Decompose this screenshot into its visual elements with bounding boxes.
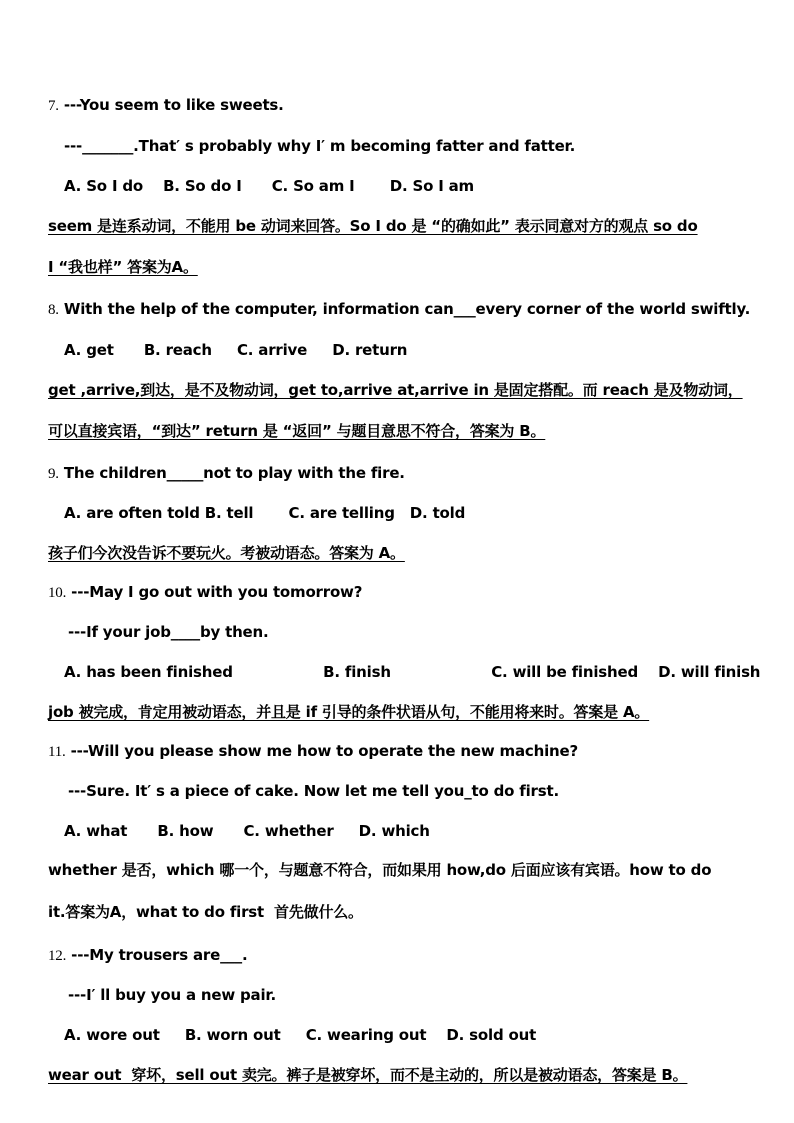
question-8-explanation-line-2: 可以直接宾语，“到达” return 是 “返回” 与题目意思不符合，答案为 B。 <box>48 422 546 440</box>
question-11-options: A. what B. how C. whether D. which <box>64 822 430 840</box>
question-12-options: A. wore out B. worn out C. wearing out D. sold out <box>64 1026 537 1044</box>
question-text: With the help of the computer, information can___every corner of the world swiftly. <box>58 300 751 318</box>
question-text: ---My trousers are___. <box>66 946 248 964</box>
question-8-options: A. get B. reach C. arrive D. return <box>64 341 408 359</box>
question-7-stem <box>48 95 284 116</box>
question-number: 12. <box>48 948 67 964</box>
question-9-stem <box>48 463 405 484</box>
question-number: 11. <box>48 744 66 760</box>
question-12-stem <box>48 945 247 966</box>
question-10-options: A. has been finished B. finish C. will be finished D. will finish <box>64 663 761 681</box>
question-11-stem <box>48 741 578 762</box>
question-7-options: A. So I do B. So do I C. So am I D. So I am <box>64 177 474 195</box>
question-10-reply: ---If your job____by then. <box>68 623 269 641</box>
question-10-explanation-line-1: job 被完成，肯定用被动语态，并且是 if 引导的条件状语从句，不能用将来时。答案是 A。 <box>48 703 650 721</box>
question-8-stem <box>48 299 750 320</box>
question-11-explanation-line-2: it.答案为A，what to do first 首先做什么。 <box>48 903 363 921</box>
question-11-reply: ---Sure. It′ s a piece of cake. Now let me tell you_to do first. <box>68 782 559 800</box>
question-10-stem <box>48 582 362 603</box>
question-7-explanation-line-2: I “我也样” 答案为A。 <box>48 258 198 276</box>
question-text: ---You seem to like sweets. <box>58 96 284 114</box>
question-text: ---Will you please show me how to operate the new machine? <box>65 742 578 760</box>
question-12-explanation-line-1: wear out 穿坏，sell out 卖完。裤子是被穿坏，而不是主动的，所以是被动语态，答案是 B。 <box>48 1066 688 1084</box>
question-number: 7. <box>48 98 59 114</box>
question-text: ---May I go out with you tomorrow? <box>66 583 363 601</box>
question-11-explanation-line-1: whether 是否，which 哪一个，与题意不符合，而如果用 how,do 后面应该有宾语。how to do <box>48 861 712 879</box>
question-text: The children_____not to play with the fire. <box>58 464 405 482</box>
question-7-reply: ---_______.That′ s probably why I′ m becoming fatter and fatter. <box>64 137 576 155</box>
question-8-explanation-line-1: get ,arrive,到达，是不及物动词，get to,arrive at,arrive in 是固定搭配。而 reach 是及物动词， <box>48 381 743 399</box>
question-number: 8. <box>48 302 59 318</box>
question-number: 10. <box>48 585 67 601</box>
question-9-options: A. are often told B. tell C. are telling D. told <box>64 504 466 522</box>
question-9-explanation-line-1: 孩子们今次没告诉不要玩火。考被动语态。答案为 A。 <box>48 544 405 562</box>
question-12-reply: ---I′ ll buy you a new pair. <box>68 986 276 1004</box>
question-number: 9. <box>48 466 59 482</box>
question-7-explanation-line-1: seem 是连系动词，不能用 be 动词来回答。So I do 是 “的确如此” 表示同意对方的观点 so do <box>48 217 698 235</box>
